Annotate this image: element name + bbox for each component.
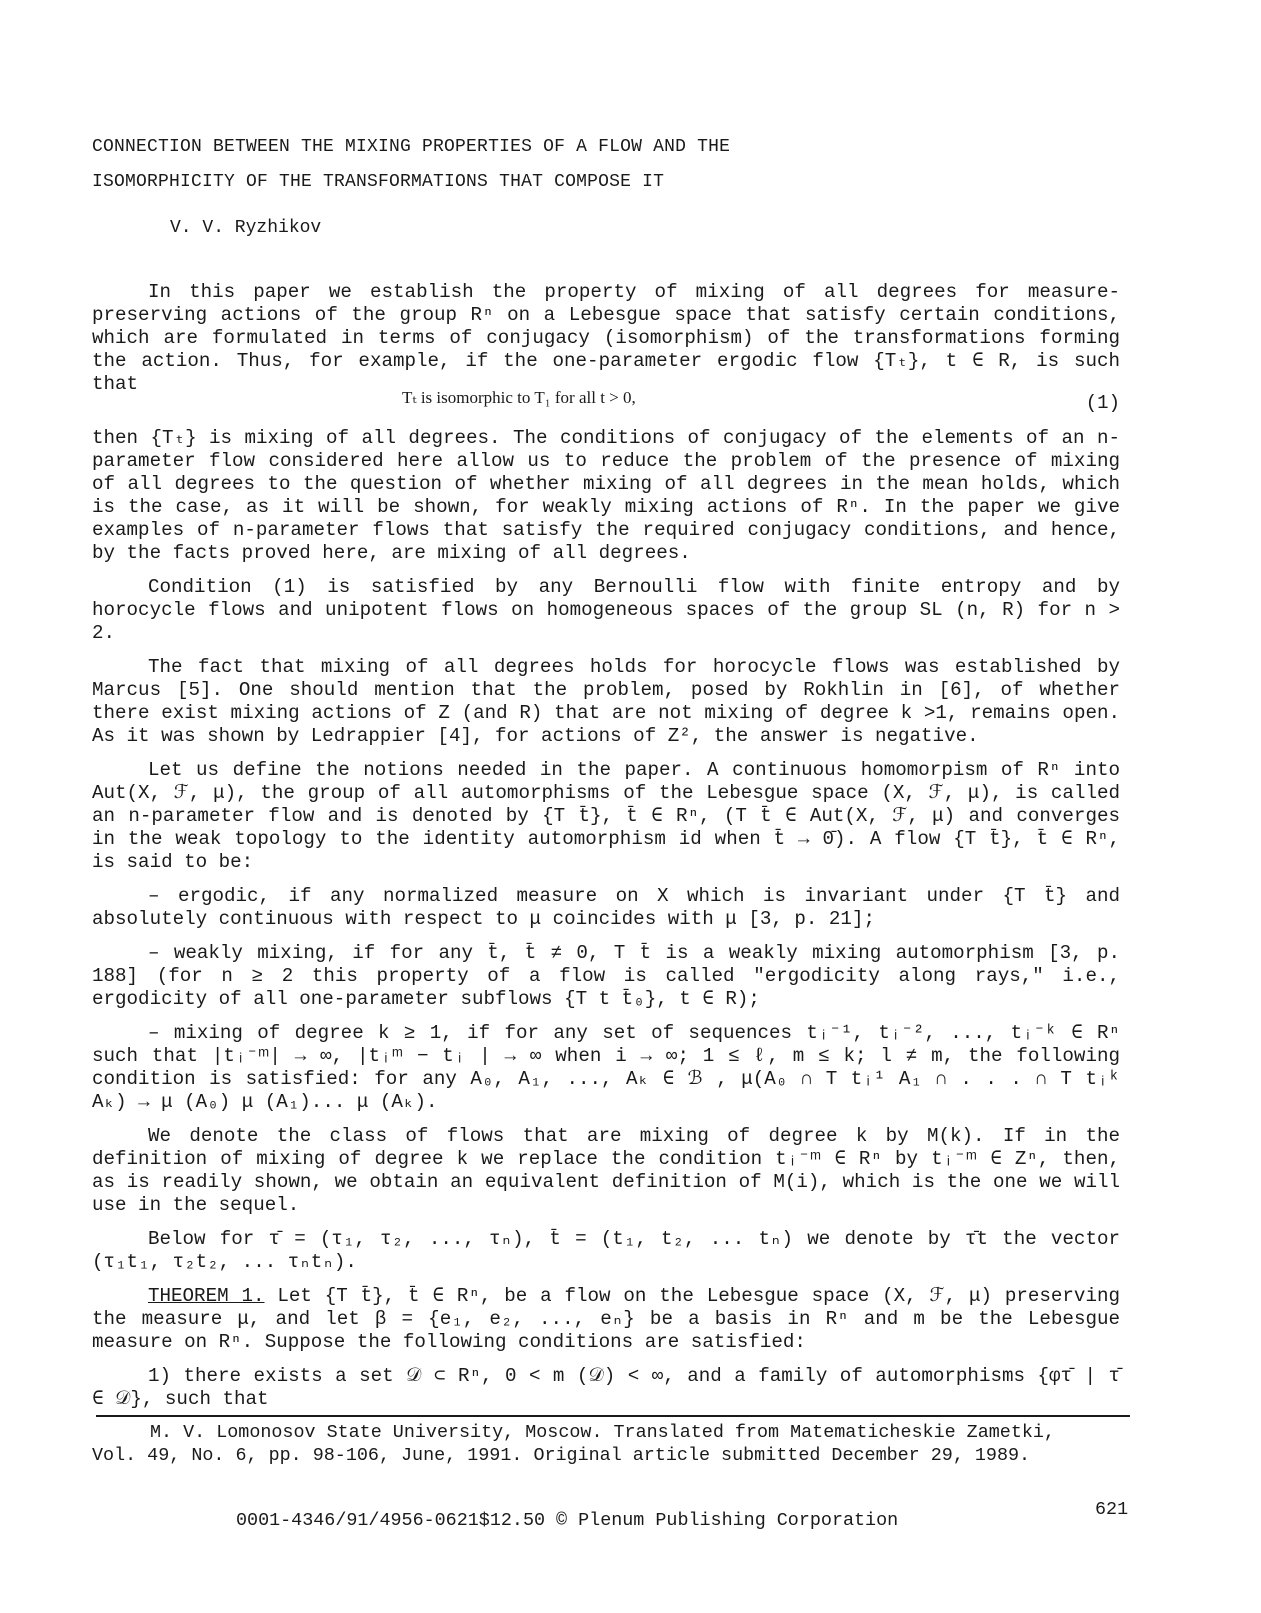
theorem-statement: Let {T t̄}, t̄ ∈ Rⁿ, be a flow on the Lebesgue space (X, ℱ, μ) preserving the measure μ, and let β = {e₁, e₂, ..., eₙ} be a basis in Rⁿ and m be the Lebesgue measure on Rⁿ. Suppose the following conditions are satisfied: [92, 1285, 1120, 1353]
equation-1 [92, 386, 1120, 414]
paragraph-notation: Below for τ̄ = (τ₁, τ₂, ..., τₙ), t̄ = (t₁, t₂, ... tₙ) we denote by τ̄t the vector (τ₁t₁, τ₂t₂, ... τₙtₙ). [92, 1228, 1120, 1273]
footnote-citation: Vol. 49, No. 6, pp. 98-106, June, 1991. Original article submitted December 29, 1989. [92, 1445, 1031, 1466]
equation-number: (1) [1085, 392, 1120, 414]
intro-block [92, 281, 1120, 396]
equation-body: Tₜ is isomorphic to T₁ for all t > 0, [402, 388, 636, 407]
definition-weakly-mixing: – weakly mixing, if for any t̄, t̄ ≠ 0, T t̄ is a weakly mixing automorphism [3, p. 188] (for n ≥ 2 this property of a flow is called "ergodicity along rays," i.e., ergodicity of all one-parameter subflows {T t t̄₀}, t ∈ R); [92, 942, 1120, 1010]
page-number: 621 [1095, 1499, 1129, 1520]
theorem-label: THEOREM 1. [148, 1285, 265, 1307]
definition-ergodic: – ergodic, if any normalized measure on X which is invariant under {T t̄} and absolutely continuous with respect to μ coincides with μ [3, p. 21]; [92, 885, 1120, 930]
paragraph-condition: Condition (1) is satisfied by any Bernoulli flow with finite entropy and by horocycle flows and unipotent flows on homogeneous spaces of the group SL (n, R) for n > 2. [92, 576, 1120, 644]
paper-title-line-2: ISOMORPHICITY OF THE TRANSFORMATIONS THAT COMPOSE IT [92, 172, 665, 192]
paragraph-class-mk: We denote the class of flows that are mixing of degree k by M(k). If in the definition of mixing of degree k we replace the condition tᵢ⁻ᵐ ∈ Rⁿ by tᵢ⁻ᵐ ∈ Zⁿ, then, as is readily shown, we obtain an equivalent definition of M(i), which is the one we will use in the sequel. [92, 1125, 1120, 1216]
definition-mixing-degree-k: – mixing of degree k ≥ 1, if for any set of sequences tᵢ⁻¹, tᵢ⁻², ..., tᵢ⁻ᵏ ∈ Rⁿ such that |tᵢ⁻ᵐ| → ∞, |tᵢᵐ − tᵢ | → ∞ when i → ∞; 1 ≤ ℓ, m ≤ k; l ≠ m, the following condition is satisfied: for any A₀, A₁, ..., Aₖ ∈ ℬ , μ(A₀ ∩ T tᵢ¹ A₁ ∩ . . . ∩ T tᵢᵏ Aₖ) → μ (A₀) μ (A₁)... μ (Aₖ). [92, 1022, 1120, 1113]
paragraph-conjugacy: then {Tₜ} is mixing of all degrees. The conditions of conjugacy of the elements of an n-parameter flow considered here allow us to reduce the problem of the presence of mixing of all degrees to the question of whether mixing of all degrees in the mean holds, which is the case, as it will be shown, for weakly mixing actions of Rⁿ. In the paper we give examples of n-parameter flows that satisfy the required conjugacy conditions, and hence, by the facts proved here, are mixing of all degrees. [92, 427, 1120, 564]
paper-title-line-1: CONNECTION BETWEEN THE MIXING PROPERTIES OF A FLOW AND THE [92, 137, 731, 157]
theorem-1 [92, 1285, 1120, 1354]
author-name: V. V. Ryzhikov [170, 218, 322, 238]
paragraph-intro: In this paper we establish the property of mixing of all degrees for measure-preserving actions of the group Rⁿ on a Lebesgue space that satisfy certain conditions, which are formulated in terms of conjugacy (isomorphism) of the transformations forming the action. Thus, for example, if the one-parameter ergodic flow {Tₜ}, t ∈ R, is such that [92, 281, 1120, 395]
footnote-affiliation: M. V. Lomonosov State University, Moscow. Translated from Matematicheskie Zametki, [150, 1422, 1055, 1443]
theorem-condition-1: 1) there exists a set 𝒟 ⊂ Rⁿ, 0 < m (𝒟) < ∞, and a family of automorphisms {φτ̄ | τ̄ ∈ 𝒟}, such that [92, 1365, 1120, 1410]
paragraph-history: The fact that mixing of all degrees holds for horocycle flows was established by Marcus [5]. One should mention that the problem, posed by Rokhlin in [6], of whether there exist mixing actions of Z (and R) that are not mixing of degree k >1, remains open. As it was shown by Ledrappier [4], for actions of Z², the answer is negative. [92, 656, 1120, 747]
copyright-line: 0001-4346/91/4956-0621$12.50 © Plenum Publishing Corporation [236, 1510, 899, 1531]
footnote-divider [96, 1415, 1130, 1417]
paragraph-definitions: Let us define the notions needed in the paper. A continuous homomorpism of Rⁿ into Aut(X, ℱ, μ), the group of all automorphisms of the Lebesgue space (X, ℱ, μ), is called an n-parameter flow and is denoted by {T t̄}, t̄ ∈ Rⁿ, (T t̄ ∈ Aut(X, ℱ, μ) and converges in the weak topology to the identity automorphism id when t̄ → 0̄). A flow {T t̄}, t̄ ∈ Rⁿ, is said to be: [92, 759, 1120, 873]
main-text-block [92, 427, 1120, 1411]
